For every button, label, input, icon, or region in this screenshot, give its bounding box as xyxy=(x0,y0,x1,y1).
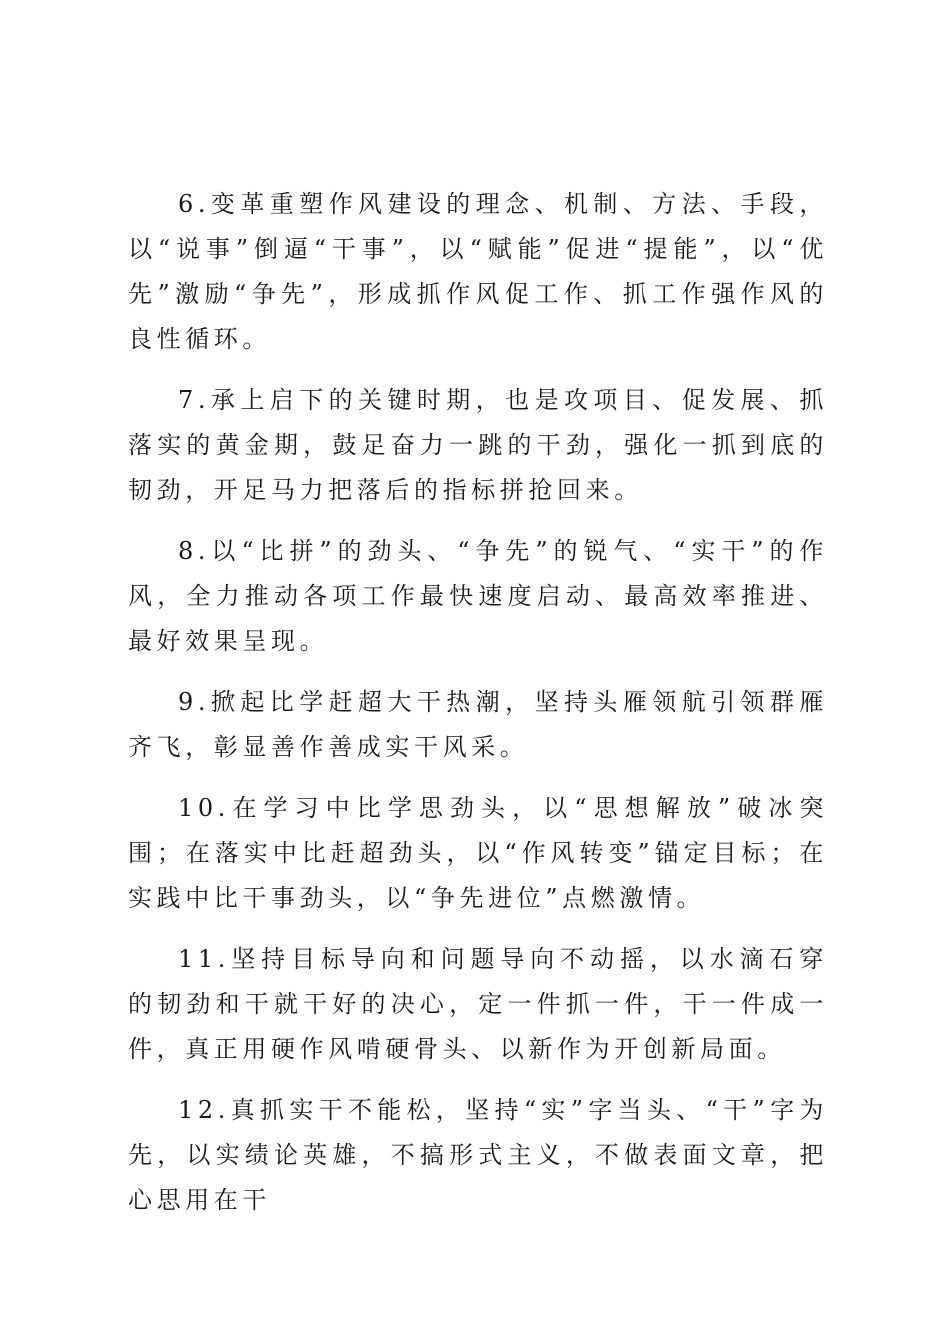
paragraph-10: 10.在学习中比学思劲头，以“思想解放”破冰突围；在落实中比赶超劲头，以“作风转变”锚定目标；在实践中比干事劲头，以“争先进位”点燃激情。 xyxy=(128,794,828,912)
paragraph-6: 6.变革重塑作风建设的理念、机制、方法、手段，以“说事”倒逼“干事”，以“赋能”促进“提能”，以“优先”激励“争先”，形成抓作风促工作、抓工作强作风的良性循环。 xyxy=(128,190,828,353)
paragraph-11: 11.坚持目标导向和问题导向不动摇，以水滴石穿的韧劲和干就干好的决心，定一件抓一件，干一件成一件，真正用硬作风啃硬骨头、以新作为开创新局面。 xyxy=(128,945,828,1063)
paragraph-12: 12.真抓实干不能松，坚持“实”字当头、“干”字为先，以实绩论英雄，不搞形式主义，不做表面文章，把心思用在干 xyxy=(128,1096,828,1214)
paragraph-9: 9.掀起比学赶超大干热潮，坚持头雁领航引领群雁齐飞，彰显善作善成实干风采。 xyxy=(128,688,828,761)
document-body xyxy=(128,182,828,1223)
paragraph-7: 7.承上启下的关键时期，也是攻项目、促发展、抓落实的黄金期，鼓足奋力一跳的干劲，强化一抓到底的韧劲，开足马力把落后的指标拼抢回来。 xyxy=(128,386,828,504)
paragraph-8: 8.以“比拼”的劲头、“争先”的锐气、“实干”的作风，全力推动各项工作最快速度启动、最高效率推进、最好效果呈现。 xyxy=(128,537,828,655)
